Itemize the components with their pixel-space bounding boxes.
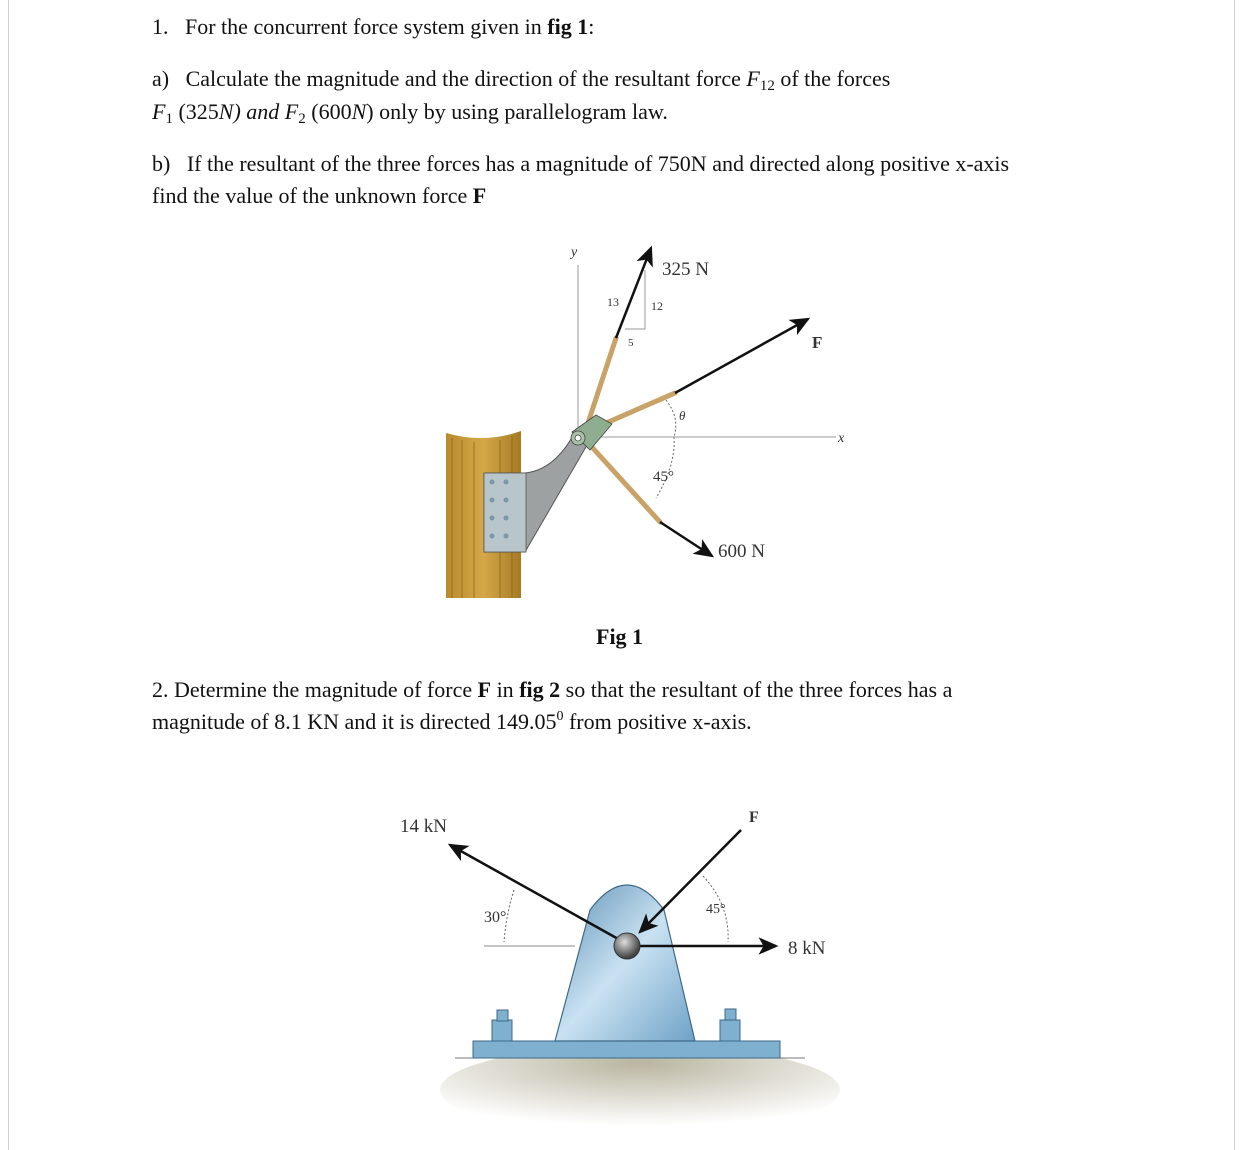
force-F2-label: F bbox=[749, 809, 759, 826]
q1a-and: ) and bbox=[233, 99, 285, 124]
q1b-F: F bbox=[472, 183, 487, 208]
force-14kN-label: 14 kN bbox=[400, 816, 447, 837]
q2-text1: 2. Determine the magnitude of force bbox=[152, 677, 478, 702]
slope-13-label: 13 bbox=[607, 295, 619, 309]
support-bracket bbox=[555, 885, 695, 1041]
q1a-label: a) bbox=[152, 66, 170, 91]
q2-text4: from positive x-axis. bbox=[563, 709, 752, 734]
q1-number: 1. bbox=[152, 14, 169, 39]
q1a-F2: F bbox=[284, 99, 299, 124]
force-14kN-arrow bbox=[450, 845, 620, 940]
q2-text2: so that the resultant of the three forces has a bbox=[560, 677, 953, 702]
q1a-text3: ) only by using parallelogram law. bbox=[366, 99, 668, 124]
q2-F: F bbox=[477, 677, 492, 702]
theta-arc bbox=[666, 400, 676, 437]
q1a-F1: F bbox=[152, 99, 166, 124]
x-axis-label: x bbox=[838, 431, 845, 446]
angle-45-arc bbox=[656, 437, 674, 498]
base-plate bbox=[473, 1041, 780, 1058]
q1b-text1: If the resultant of the three forces has a magnitude of 750N and directed along positive x-axis bbox=[186, 151, 1010, 176]
force-600-label: 600 N bbox=[718, 541, 765, 562]
angle-45-label: 45° bbox=[653, 469, 674, 485]
q2-fig-ref: fig 2 bbox=[519, 677, 561, 702]
force-F-label: F bbox=[812, 333, 823, 352]
figure-2 bbox=[400, 809, 840, 1135]
q2-in: in bbox=[491, 677, 520, 702]
q1a-N2: N bbox=[351, 99, 367, 124]
y-axis-label: y bbox=[571, 245, 578, 260]
q1a-F1-val: (325 bbox=[172, 99, 219, 124]
q1a-F12-sub: 12 bbox=[759, 78, 775, 94]
q2-degree: 0 bbox=[556, 709, 564, 724]
force-8kN-label: 8 kN bbox=[788, 938, 826, 959]
force-325-label: 325 N bbox=[662, 259, 709, 280]
angle-30-label: 30° bbox=[484, 909, 507, 926]
slope-12-label: 12 bbox=[651, 299, 663, 313]
q1-colon: : bbox=[588, 14, 595, 39]
question-2-line2 bbox=[152, 706, 752, 738]
q1b-label: b) bbox=[152, 151, 171, 176]
q1a-F1-sub: 1 bbox=[165, 111, 173, 127]
question-2-line1 bbox=[152, 674, 952, 706]
force-325-arrow bbox=[616, 248, 651, 338]
joint bbox=[571, 415, 612, 450]
q1a-F2-val: (600 bbox=[305, 99, 352, 124]
q1-intro: For the concurrent force system given in bbox=[185, 14, 548, 39]
force-600-arrow bbox=[660, 522, 712, 556]
q1a-F2-sub: 2 bbox=[298, 111, 306, 127]
theta-label: θ bbox=[679, 408, 686, 423]
q1b-text2: find the value of the unknown force bbox=[152, 183, 473, 208]
q1a-F12: F bbox=[746, 66, 760, 91]
slope-triangle bbox=[625, 270, 645, 329]
q1a-text1: Calculate the magnitude and the direction of the resultant force bbox=[185, 66, 747, 91]
fig-1-caption: Fig 1 bbox=[596, 624, 644, 649]
slope-5-label: 5 bbox=[628, 337, 634, 349]
pin bbox=[614, 933, 640, 959]
force-F2-arrow bbox=[640, 830, 741, 932]
q1a-text2: of the forces bbox=[774, 66, 891, 91]
q1-fig-ref: fig 1 bbox=[547, 14, 589, 39]
angle-45-label-2: 45° bbox=[706, 902, 726, 917]
q2-text3: magnitude of 8.1 KN and it is directed 149.05 bbox=[152, 709, 557, 734]
q1a-N1: N bbox=[218, 99, 234, 124]
force-F-arrow bbox=[675, 319, 808, 393]
